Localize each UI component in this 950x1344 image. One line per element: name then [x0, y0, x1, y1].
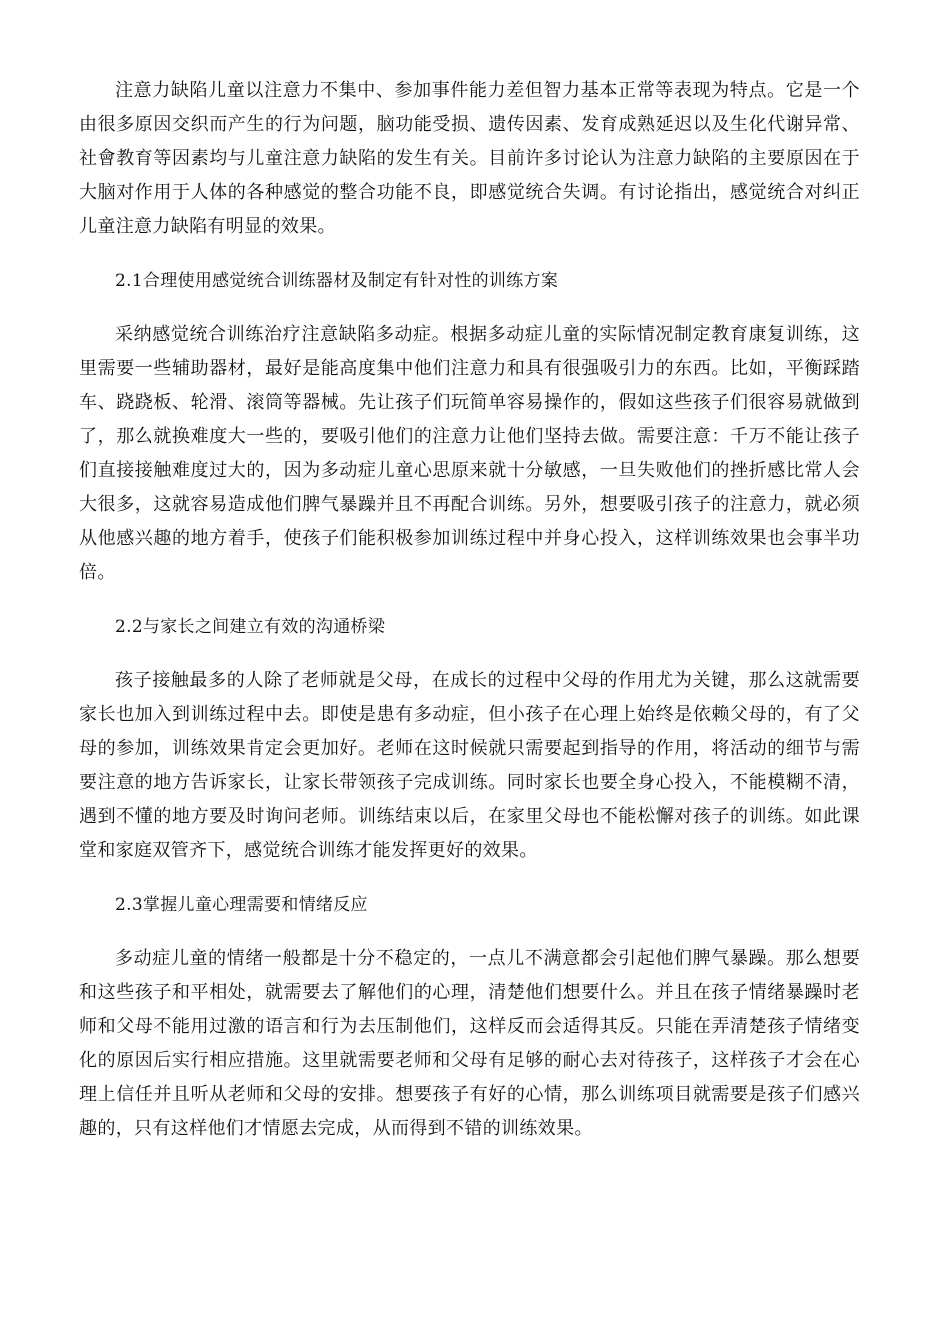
section-body-2-2: 孩子接触最多的人除了老师就是父母，在成长的过程中父母的作用尤为关键，那么这就需要家长也加入到训练过程中去。即使是患有多动症，但小孩子在心理上始终是依赖父母的，有了父母的参加，训练效果肯定会更加好。老师在这时候就只需要起到指导的作用，将活动的细节与需要注意的地方告诉家长，让家长带领孩子完成训练。同时家长也要全身心投入，不能模糊不清，遇到不懂的地方要及时询问老师。训练结束以后，在家里父母也不能松懈对孩子的训练。如此课堂和家庭双管齐下，感觉统合训练才能发挥更好的效果。	[79, 670, 860, 861]
section-heading-2-3: 2.3掌握儿童心理需要和情绪反应	[115, 895, 368, 915]
document-content	[79, 74, 860, 1166]
section-heading-2-1: 2.1合理使用感觉统合训练器材及制定有针对性的训练方案	[115, 271, 559, 291]
intro-paragraph: 注意力缺陷儿童以注意力不集中、参加事件能力差但智力基本正常等表现为特点。它是一个由很多原因交织而产生的行为问题，脑功能受损、遗传因素、发育成熟延迟以及生化代谢异常、社會教育等因素均与儿童注意力缺陷的发生有关。目前许多讨论认为注意力缺陷的主要原因在于大脑对作用于人体的各种感觉的整合功能不良，即感觉统合失调。有讨论指出，感觉统合对纠正儿童注意力缺陷有明显的效果。	[79, 80, 860, 237]
section-body-2-3: 多动症儿童的情绪一般都是十分不稳定的，一点儿不满意都会引起他们脾气暴躁。那么想要和这些孩子和平相处，就需要去了解他们的心理，清楚他们想要什么。并且在孩子情绪暴躁时老师和父母不能用过激的语言和行为去压制他们，这样反而会适得其反。只能在弄清楚孩子情绪变化的原因后实行相应措施。这里就需要老师和父母有足够的耐心去对待孩子，这样孩子才会在心理上信任并且听从老师和父母的安排。想要孩子有好的心情，那么训练项目就需要是孩子们感兴趣的，只有这样他们才情愿去完成，从而得到不错的训练效果。	[79, 948, 860, 1139]
section-body-2-1: 采纳感觉统合训练治疗注意缺陷多动症。根据多动症儿童的实际情况制定教育康复训练，这里需要一些辅助器材，最好是能高度集中他们注意力和具有很强吸引力的东西。比如，平衡踩踏车、跷跷板、轮滑、滚筒等器械。先让孩子们玩简单容易操作的，假如这些孩子们很容易就做到了，那么就换难度大一些的，要吸引他们的注意力让他们坚持去做。需要注意：千万不能让孩子们直接接触难度过大的，因为多动症儿童心思原来就十分敏感，一旦失败他们的挫折感比常人会大很多，这就容易造成他们脾气暴躁并且不再配合训练。另外，想要吸引孩子的注意力，就必须从他感兴趣的地方着手，使孩子们能积极参加训练过程中并身心投入，这样训练效果也会事半功倍。	[79, 324, 860, 583]
section-heading-2-2: 2.2与家长之间建立有效的沟通桥梁	[115, 617, 386, 637]
